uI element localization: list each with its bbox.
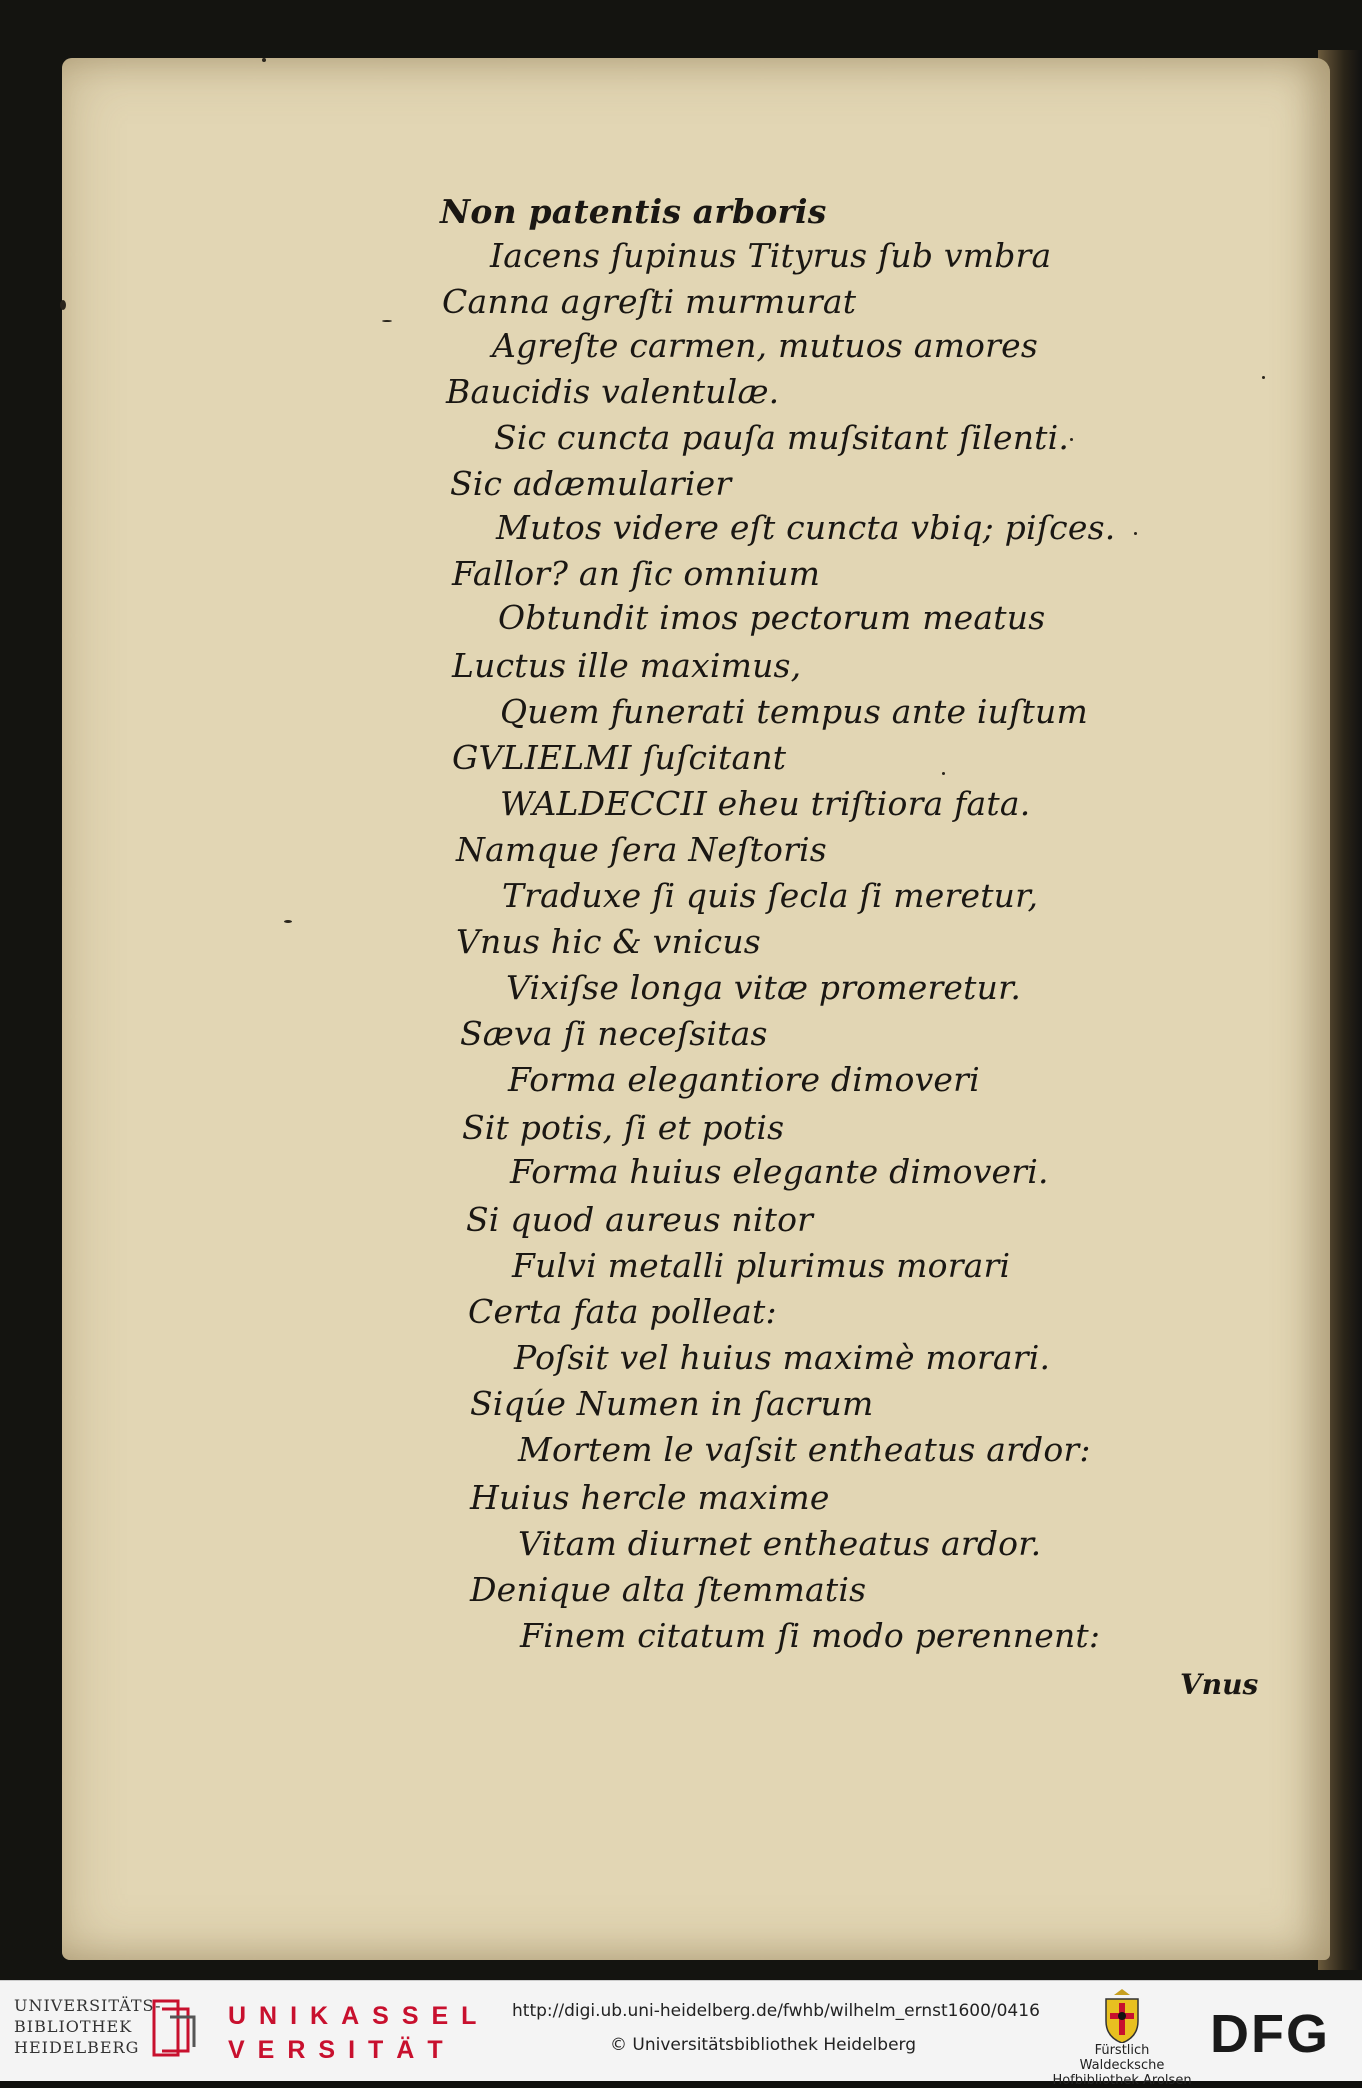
catchword: Vnus — [1180, 1668, 1259, 1701]
heidelberg-line: HEIDELBERG — [14, 2038, 140, 2057]
poem-line: Siqúe Numen in ſacrum — [470, 1384, 874, 1423]
waldeck-library-name[interactable] — [1052, 2043, 1192, 2088]
permalink-url[interactable]: http://digi.ub.uni-heidelberg.de/fwhb/wilhelm_ernst1600/0416 — [512, 2001, 1040, 2021]
ink-speck — [1134, 532, 1137, 535]
kassel-logo-top: UNIKASSEL — [228, 2002, 490, 2030]
dfg-logo[interactable]: DFG — [1210, 2004, 1330, 2064]
poem-line: Sit potis, ſi et potis — [462, 1108, 785, 1147]
poem-line: Poſsit vel huius maximè morari. — [514, 1338, 1051, 1377]
poem-line: Sic adæmularier — [450, 464, 732, 503]
waldeck-crest-icon[interactable] — [1100, 1989, 1144, 2043]
ink-speck — [284, 920, 292, 923]
poem-line: Mutos videre eſt cuncta vbiq; piſces. — [496, 508, 1116, 547]
waldeck-line: Fürstlich Waldecksche — [1079, 2043, 1165, 2073]
poem-line: Si quod aureus nitor — [466, 1200, 814, 1239]
poem-line: Vitam diurnet entheatus ardor. — [518, 1524, 1042, 1563]
poem-line: Denique alta ſtemmatis — [470, 1570, 867, 1609]
heidelberg-logo-icon[interactable] — [148, 1997, 196, 2059]
footer-bar — [0, 1980, 1362, 2088]
poem-line: Finem citatum ſi modo perennent: — [520, 1616, 1101, 1655]
poem-line: Canna agreſti murmurat — [442, 282, 857, 321]
poem-line: Vnus hic & vnicus — [456, 922, 761, 961]
poem-line: Vixiſse longa vitæ promeretur. — [506, 968, 1022, 1007]
kassel-logo-bottom: VERSITÄT — [228, 2036, 456, 2064]
ink-speck — [262, 58, 266, 62]
poem-line: Baucidis valentulæ. — [446, 372, 780, 411]
ink-speck — [1070, 438, 1073, 441]
waldeck-line: Hofbibliothek Arolsen — [1052, 2073, 1192, 2088]
poem-line: Forma huius elegante dimoveri. — [510, 1152, 1049, 1191]
poem-line: Huius hercle maxime — [470, 1478, 830, 1517]
poem-line: Obtundit imos pectorum meatus — [498, 598, 1046, 637]
ink-speck — [382, 320, 392, 322]
poem-line: Forma elegantiore dimoveri — [508, 1060, 980, 1099]
poem-line: Fulvi metalli plurimus morari — [512, 1246, 1011, 1285]
poem-line: WALDECCII eheu triſtiora fata. — [500, 784, 1031, 823]
ink-speck — [942, 772, 945, 775]
poem-line: Namque ſera Neſtoris — [456, 830, 827, 869]
copyright-text: © Universitätsbibliothek Heidelberg — [610, 2035, 917, 2055]
poem-line: Luctus ille maximus, — [452, 646, 802, 685]
heidelberg-line: UNIVERSITÄTS- — [14, 1996, 162, 2015]
kassel-university-logo[interactable] — [228, 1999, 489, 2067]
poem-line: Fallor? an ſic omnium — [452, 554, 821, 593]
poem-line: Iacens ſupinus Tityrus ſub vmbra — [490, 236, 1052, 275]
ink-speck — [1262, 376, 1265, 379]
heidelberg-library-name[interactable] — [14, 1995, 161, 2058]
poem-line: Sæva ſi neceſsitas — [460, 1014, 768, 1053]
heidelberg-line: BIBLIOTHEK — [14, 2017, 133, 2036]
poem-line: Certa fata polleat: — [468, 1292, 777, 1331]
poem-line: Traduxe ſi quis ſecla ſi meretur, — [502, 876, 1039, 915]
poem-line: Non patentis arboris — [440, 192, 827, 231]
poem-line: Sic cuncta pauſa muſsitant ſilenti. — [494, 418, 1070, 457]
poem-line: Agreſte carmen, mutuos amores — [492, 326, 1038, 365]
poem-line: Quem funerati tempus ante iuſtum — [500, 692, 1088, 731]
poem-line: Mortem le vaſsit entheatus ardor: — [518, 1430, 1091, 1469]
ink-speck — [60, 300, 66, 310]
poem-line: GVLIELMI ſuſcitant — [452, 738, 787, 777]
